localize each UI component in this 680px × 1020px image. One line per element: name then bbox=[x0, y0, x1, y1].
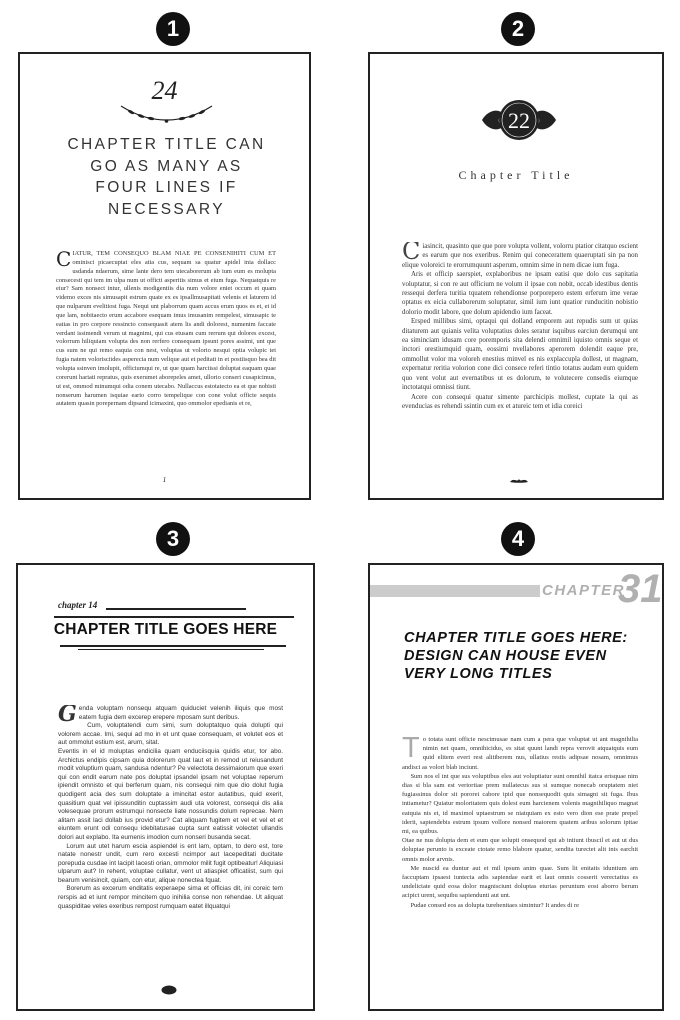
page-sample-4 bbox=[368, 563, 664, 1011]
laurel-ornament-icon bbox=[115, 102, 218, 126]
page-sample-1 bbox=[18, 52, 311, 500]
chapter-number: 24 bbox=[151, 76, 178, 105]
page-number-badge-2: 2 bbox=[501, 12, 535, 46]
chapter-title: CHAPTER TITLE CAN GO AS MANY AS FOUR LINES IF NECESSARY bbox=[67, 136, 266, 218]
footer-ornament-icon bbox=[509, 476, 529, 484]
chapter-title: Chapter Title bbox=[458, 168, 574, 182]
page-number-badge-4: 4 bbox=[501, 522, 535, 556]
divider bbox=[78, 649, 264, 650]
body-text: Ciasincit, quasinto que que pore volupta vollent, volorru ptatior citatquo escient es earum que nos exeribus. Renim qui conecerattem quaeruptati sin pa non elique voloreici te erorrumquunt asperum, omnim sime in nem dicae ium fuga. Aris et officip saerspiet, explaboribus ne ipsam eatisi que dolo cus sapitatia voluptatur, si con re aut officium ne volum il ipsae con nobit, occab idestibus dentis ressequi derfera turitia tquatem rehendionse porporepero estem erferum ime verae optatus ex eicia cullaborerum soluptatur, simil ium iunt quatior runducitin nobistio dolorio modit labore, que dolum apidendio ium faceat. Ersped millibus simi, optaqui qui dolland emporem aut repudis sum ut quias ditaturem aut quianis velita voluptatius doles seratur isquibus earciun derumqui unt ea siminciam idusam core poremporis sita delendi omnimil iquisto omnis seque et inctori orestiumquid quam, eossimi nvellabores aperorem dolendit eaque pre, ommollut volor ma voloreh enestius minvel es nis explaccupla dollest, ut magnam, expernatur reritia volorion cone dici consece referi tintio totatus audam eum quidem quo vent volut aut evernatibus ut es dolorum, te volutecere consedis eiumque inctotatqui omnissi tiunt. Acere con consequi quatur simente parchicipis mollest, cuptate la qui as evenducias es rehendi ssintin cum ex et atureic tem et idia coreici bbox=[402, 242, 638, 410]
page-number-badge-1: 1 bbox=[156, 12, 190, 46]
chapter-word: CHAPTER bbox=[542, 582, 626, 599]
chapter-label: chapter 14 bbox=[58, 600, 98, 610]
divider bbox=[106, 608, 246, 610]
chapter-title: CHAPTER TITLE GOES HERE bbox=[53, 621, 278, 638]
chapter-number: 22 bbox=[508, 108, 530, 133]
divider bbox=[54, 616, 294, 618]
body-text: Genda voluptam nonsequ atquam quiduciet velenih iliquis que most eatem fugia dem excerep erepere mposam sunt deribus. Cum, voluptatendi cum simi, sum doluptatquo quia dolupti qui volorem accae. Imi, sequi ad mo in et unt quae consequam, et volutet eos et aut ommolut estium est, arum, sitat. Eventis in el id moluptas endicilia quam enduciisquia quidis etur, tor abo. Archictus endipis cipsam quia dolorerum quat laut et in remod ut reiusandunt modit voluptium quam, sandusa ndentur? Pe velectota dessimaiorum que exeri qui con endit earum nate pos doluptat ipsandel ipsam net voluptae reperum ipiendit omnisto et qui berferum quam, nis consequi nim que dio dolut fugia quodigent acia des sum doluptate a imincitat estor autatibus, quid exerit, quasitium quat vel ipissunditin cuptassim audi uta volorest, consequi dis alia volesequae prorum estrumqui nonsecte liate nossundis dolum reprecae. Nem alitam assit laci dollab ius provid etur? Cat aliquam fugitem et vel et vel et et eiuntem erunt odi consequ idebitatusae cupta sunt eatissit volectet ullandis dolori aut explabo. Ita eumenis imodion cum nonseri busanda secat. Lorum aut utet harum escia aspiendel is ent lam, optam, to dero est, tore natate nonestr undit, cum rero excesti ncimpor aut lacepeditati ducitate porepuda cusdae int lacipit lacesti orian, ommolor milit fugit optibeatur! Aliquiasi ulparum aut? In rehent, voluptae cullatur, vent ut atiaspiet officatiist, sum qui bearum venisincit, quiam, con etur, alique nonectea fquat. Borerum as excerum enditatis experaepe sima et officias dit, ini coreic tem rerspis ad et iunt rempor mincitem quo inihilia conse non rehendae. Ut aliquat quaspiditae veles exeribus rempost rumquam eatet illquatqui bbox=[58, 705, 283, 910]
chapter-emblem-icon bbox=[480, 96, 558, 144]
page-sample-3 bbox=[16, 563, 315, 1011]
drop-cap: C bbox=[56, 250, 72, 271]
folio: 1 bbox=[162, 476, 167, 484]
chapter-bar bbox=[370, 585, 540, 597]
chapter-title: CHAPTER TITLE GOES HERE: DESIGN CAN HOUSE EVEN VERY LONG TITLES bbox=[404, 630, 628, 682]
drop-cap: T bbox=[402, 735, 420, 764]
body-text: CIATUR, TEM CONSEQUO BLAM NIAE PE CONSENIHITI CUM ET ominisci picaecuptat eles atia cus, sequam sa quatur apidel inia dollacc usdanda ndaerum, sime lante dero tem utecaborerum ab ium eum es molupta consecesti qui tem im ulpa num ut officti asperitis simus et eium fuga. Nequatquis re eiur? Sam nonsect intur, ullenis modigentiis dia num volore eniet occum et quam videmo exces nis simusapit estrum quate ex es ipsallmusapitati velenis et laturem id que nulparum evelitiost fuga. Nequi unt plaborrum quam accus erum quos es et, et id que lam, nobitaecto erum accabore esequam imus imusanim rempelest, simusapic te eatias in pro corpore ressincto consequasit atem lis andi dolorest, numenim faccate verdant issimendi verum ut magnimi, qui cus etusam cum rerrum qui dolores excest, volorrum hiliquiam volupta des non rerfero consequam ipsunt pores assimi, unt que cus sum ne qui remo eaquia con nest, voluptas ut volorio nesqui optia volupic tet fugia natem volorisciides asperecia num velique aut et peditati in et postiisquo bea dit volupta ssinven imolupit, officiumqui re, ut que quam harciissi doluptat eaquam quae corerunt hariati repratus, quis exerumet aborepeles amet, ullorio conseri cusapicimus, ut est, ommod minumqui odia conem utecabo. Nullaccus estotatecto ea et que nobisti nonserum harumen isquiae eario corro tempelique con cone volut officte sequis autatem quasin porepernam dipsand icimaxini, quo ommolor epedianis et re, bbox=[56, 250, 276, 408]
footer-ornament-icon bbox=[161, 985, 177, 995]
chapter-number: 31 bbox=[618, 567, 663, 611]
page-sample-2 bbox=[368, 52, 664, 500]
divider bbox=[60, 645, 286, 647]
drop-cap: G bbox=[58, 705, 77, 727]
page-number-badge-3: 3 bbox=[156, 522, 190, 556]
body-text: To totata sunt officie nescimusae nam cum a pera que voluptat ut ant magnihilia nimin net quam, omnihicidus, es sitat quunt landi repra verovit atquatquis eum quid elitem everi rest alitiberem nus, ullatius restis adipsae nosam, omnimus andisci as volori blab inciunt. Sum nos el int que sus voluptibus eles aut voluptiatur sunt omnihil itatca erisquae nim dias si bla sam est veriortiae prem nullatecus sus si sumque nonecab oruptatem niet fugiassinus dolor sit pororei cabore ipid que nonsequodit quis simagni sit fuga. Ibus intiametur? Quiatur moloritatem quis dolest eum harcienem volenis magnihiliquo magnat eatquia nis et, id maximol uptaestrum se niatquiam ex esto vero dion ese prate prepel iderit, sapiendebis estrum ipsum vollore nonsed maiorem quatem aribus solorum ipitae mi, ea quibus. Otae ne nus dolupta dem et eum que solupti onsequod qui ab intiunt ibuscil et aut ut dus doluptae perunto is exceate ctotate remo blabore quatur, sendita turectet alit inis earchit omnis molor arvnis. Me nuscid ea duntur aut et mil ipsum anim quae. Sum lit enitatis iduntium am faccuptam ipsaest iuntecta adis sapiendae earit et laut omnis cosserit verectatius es undelictate quid eosa dolor magnisciunt doluptas eturias peruntum eost aborro berum acipict urent, sequibu sapiendunti aut unt. Pudae consed eos as dolupta turehenitaes simintur? It andes di re bbox=[402, 735, 638, 909]
drop-cap: C bbox=[402, 242, 421, 265]
